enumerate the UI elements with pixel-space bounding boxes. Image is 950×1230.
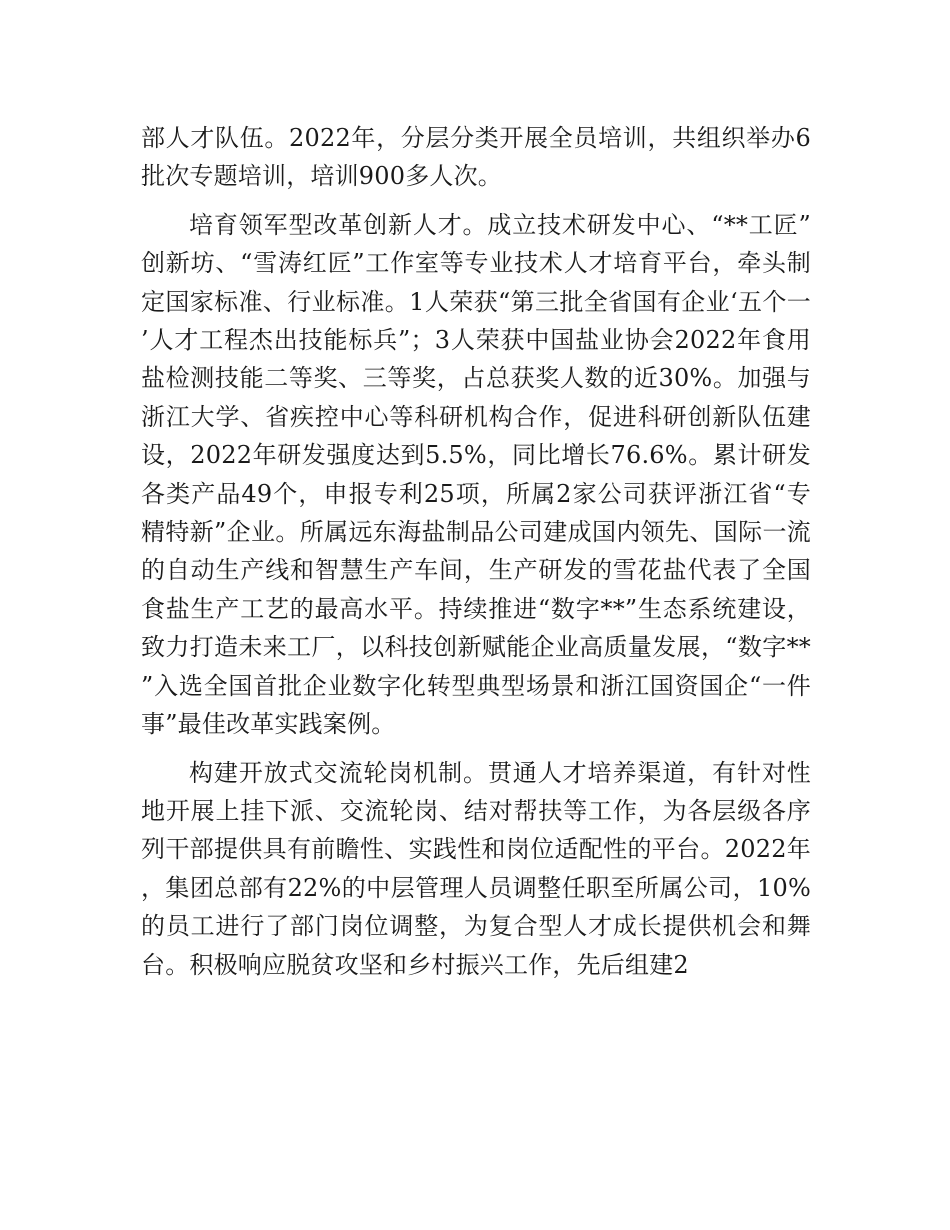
paragraph-innovation-talent: 培育领军型改革创新人才。成立技术研发中心、“**工匠”创新坊、“雪涛红匠”工作室等专业技术人才培育平台，牵头制定国家标准、行业标准。1人荣获“第三批全省国有企业‘五个一’人才工程杰出技能标兵”；3人荣获中国盐业协会2022年食用盐检测技能二等奖、三等奖，占总获奖人数的近30%。加强与浙江大学、省疾控中心等科研机构合作，促进科研创新队伍建设，2022年研发强度达到5.5%，同比增长76.6%。累计研发各类产品49个，申报专利25项，所属2家公司获评浙江省“专精特新”企业。所属远东海盐制品公司建成国内领先、国际一流的自动生产线和智慧生产车间，生产研发的雪花盐代表了全国食盐生产工艺的最高水平。持续推进“数字**”生态系统建设，致力打造未来工厂，以科技创新赋能企业高质量发展，“数字**”入选全国首批企业数字化转型典型场景和浙江国资国企“一件事”最佳改革实践案例。 xyxy=(141,210,811,739)
document-body xyxy=(141,119,811,994)
paragraph-talent-training: 部人才队伍。2022年，分层分类开展全员培训，共组织举办6批次专题培训，培训900多人次。 xyxy=(141,124,811,191)
paragraph-rotation-mechanism: 构建开放式交流轮岗机制。贯通人才培养渠道，有针对性地开展上挂下派、交流轮岗、结对帮扶等工作，为各层级各序列干部提供具有前瞻性、实践性和岗位适配性的平台。2022年，集团总部有22%的中层管理人员调整任职至所属公司，10%的员工进行了部门岗位调整，为复合型人才成长提供机会和舞台。积极响应脱贫攻坚和乡村振兴工作，先后组建2 xyxy=(141,758,811,979)
